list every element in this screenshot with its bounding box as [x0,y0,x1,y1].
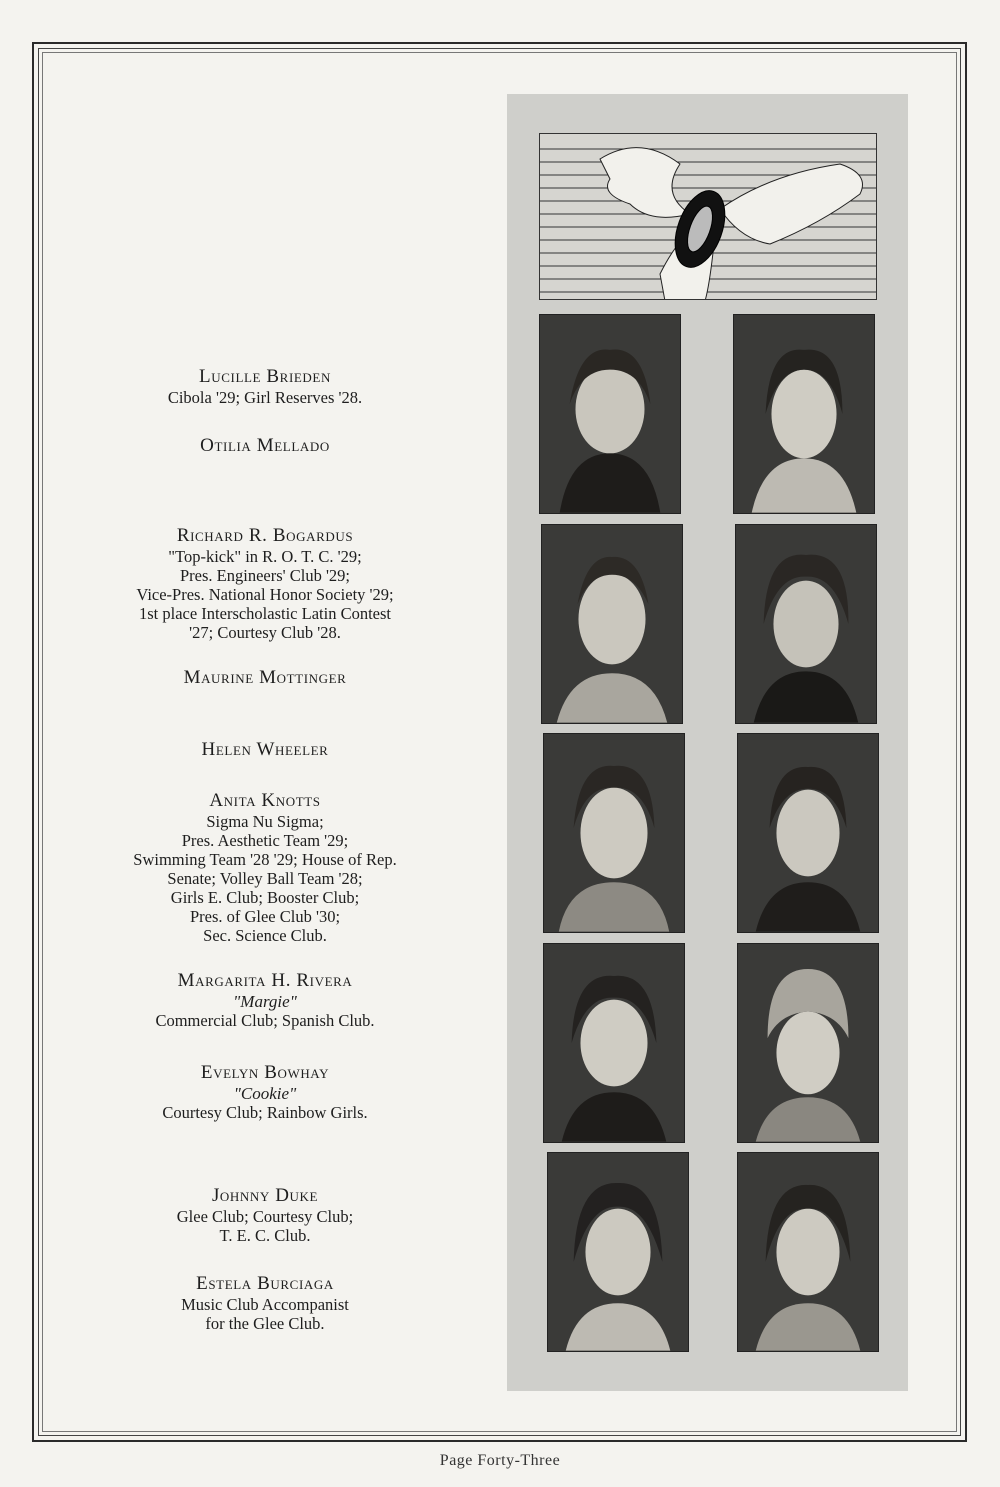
entry-otilia-mellado [100,436,430,457]
portrait-photo [733,314,875,514]
portrait-photo [737,1152,879,1352]
entry-lucille-brieden [100,367,430,407]
entry-name: Anita Knotts [209,790,321,811]
portrait-photo [539,314,681,514]
entry-evelyn-bowhay [100,1063,430,1122]
entry-name: Otilia Mellado [200,435,330,456]
entry-name: Lucille Brieden [199,366,331,387]
entry-details: "Top-kick" in R. O. T. C. '29; Pres. Engineers' Club '29; Vice-Pres. National Honor Society '29; 1st place Interscholastic Latin Contest '27; Courtesy Club '28. [136,547,394,642]
entry-margarita-rivera [100,971,430,1030]
entry-name: Johnny Duke [211,1185,319,1206]
entry-details: Music Club Accompanist for the Glee Club. [181,1295,349,1333]
entry-johnny-duke [100,1186,430,1245]
portrait-photo [737,943,879,1143]
entry-name: Evelyn Bowhay [200,1062,330,1083]
entry-details: Sigma Nu Sigma; Pres. Aesthetic Team '29; Swimming Team '28 '29; House of Rep. Senate; Volley Ball Team '28; Girls E. Club; Booster Club; Pres. of Glee Club '30; Sec. Science Club. [133,812,397,945]
portrait-photo [737,733,879,933]
entry-details: Cibola '29; Girl Reserves '28. [167,388,363,407]
entry-helen-wheeler [100,740,430,761]
entry-maurine-mottinger [100,668,430,689]
portrait-photo [543,733,685,933]
winged-wheel-illustration [539,133,877,300]
portrait-photo [735,524,877,724]
entry-details: Commercial Club; Spanish Club. [155,1011,375,1030]
entry-anita-knotts [100,791,430,945]
entry-nickname: "Cookie" [233,1084,297,1103]
portrait-photo [541,524,683,724]
entry-name: Helen Wheeler [201,739,329,760]
entry-details: Courtesy Club; Rainbow Girls. [162,1103,368,1122]
entry-name: Estela Burciaga [196,1273,334,1294]
entry-richard-bogardus [100,526,430,642]
entry-nickname: "Margie" [233,992,297,1011]
entry-name: Margarita H. Rivera [177,970,353,991]
winged-wheel-icon [540,134,877,300]
portrait-photo [547,1152,689,1352]
page-number: Page Forty-Three [439,1452,561,1469]
entry-name: Richard R. Bogardus [176,525,354,546]
entry-estela-burciaga [100,1274,430,1333]
entry-name: Maurine Mottinger [183,667,347,688]
portrait-photo [543,943,685,1143]
entry-details: Glee Club; Courtesy Club; T. E. C. Club. [176,1207,354,1245]
